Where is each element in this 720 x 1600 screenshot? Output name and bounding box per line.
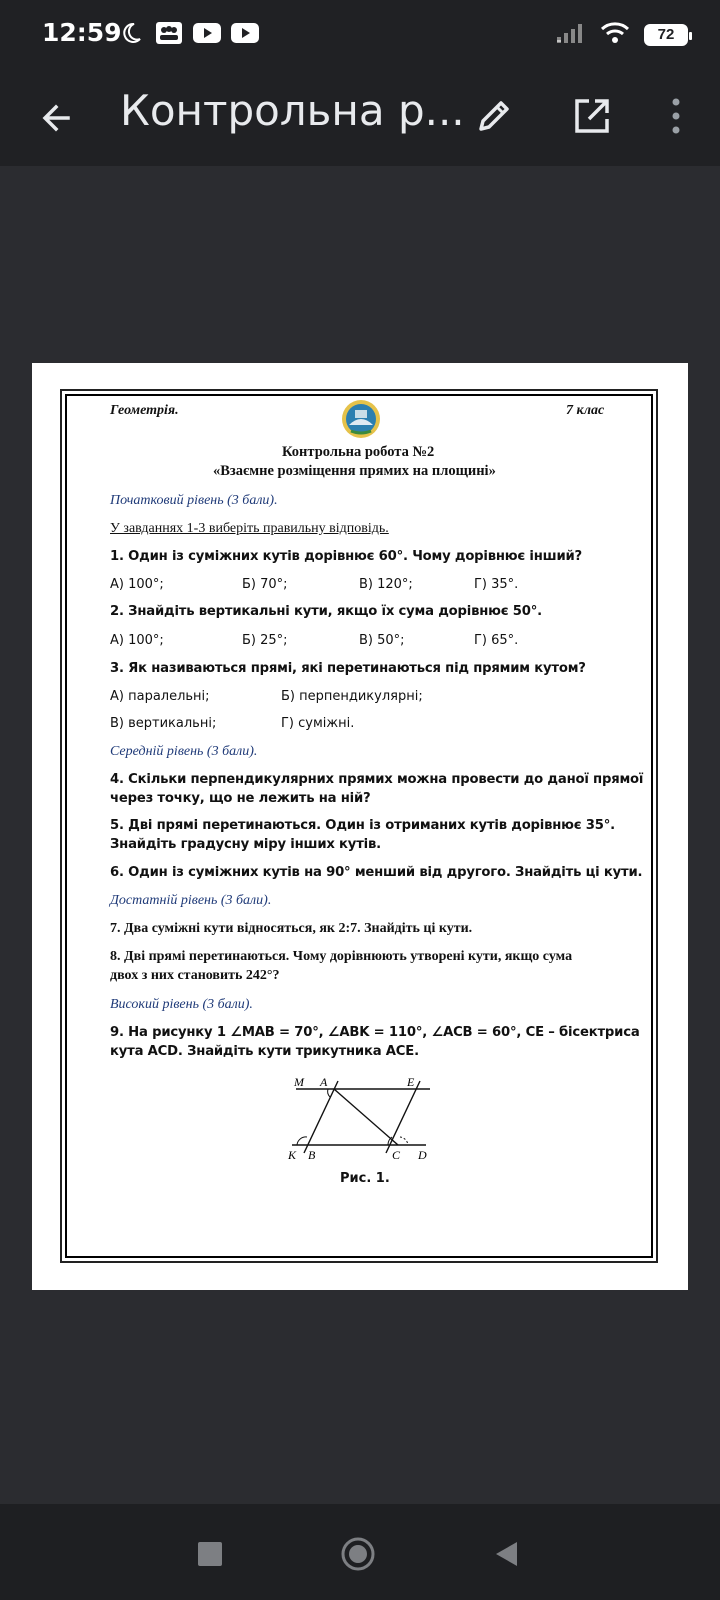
system-nav-bar [0,1504,720,1600]
question-9-line-1: 9. На рисунку 1 ∠MAB = 70°, ∠ABK = 110°, ∠ACB = 60°, CE – бісектриса [110,1025,640,1040]
page-title: Контрольна р... [120,86,465,135]
group-icon [154,18,184,48]
open-external-icon [573,97,611,135]
status-bar [0,0,720,68]
q3-answer-d: Г) суміжні. [281,716,355,731]
question-8-line-1: 8. Дві прямі перетинаються. Чому дорівнюють утворені кути, якщо сума [110,949,573,964]
signal-icon [556,21,586,48]
level-medium-heading: Середній рівень (3 бали). [110,744,258,759]
document-page[interactable] [32,363,688,1290]
q3-answer-b: Б) перпендикулярні; [281,689,423,704]
moon-icon [116,18,146,48]
question-1: 1. Один із суміжних кутів дорівнює 60°. Чому дорівнює інший? [110,549,582,564]
q1-answer-b: Б) 70°; [242,577,288,592]
document-content [32,363,688,1290]
back-triangle-icon [493,1540,519,1568]
recents-square-icon [197,1541,223,1567]
question-2: 2. Знайдіть вертикальні кути, якщо їх сума дорівнює 50°. [110,604,542,619]
instruction-text: У завданнях 1-3 виберіть правильну відповідь. [110,521,389,536]
q2-answer-b: Б) 25°; [242,633,288,648]
q2-answer-d: Г) 65°. [474,633,519,648]
edit-pencil-icon [475,97,513,135]
label-C: C [392,1148,401,1162]
question-7: 7. Два суміжні кути відносяться, як 2:7. Знайдіть ці кути. [110,921,473,936]
school-emblem [341,399,381,439]
grade-label: 7 клас [566,403,605,418]
q1-answer-a: А) 100°; [110,577,164,592]
wifi-icon [600,20,630,49]
q2-answer-c: В) 50°; [359,633,405,648]
youtube-icon [230,18,260,48]
level-sufficient-heading: Достатній рівень (3 бали). [110,893,272,908]
clock: 12:59 [42,18,122,47]
label-K: K [288,1148,297,1162]
more-vert-icon [670,98,682,134]
question-4-line-2: через точку, що не лежить на ній? [110,791,371,806]
youtube-icon [192,18,222,48]
q1-answer-c: В) 120°; [359,577,413,592]
doc-subtitle: «Взаємне розміщення прямих на площині» [213,463,496,479]
subject-label: Геометрія. [110,403,179,418]
label-M: M [294,1075,304,1089]
question-9-line-2: кута ACD. Знайдіть кути трикутника ACE. [110,1044,419,1059]
doc-title: Контрольна робота №2 [282,444,435,460]
question-6: 6. Один із суміжних кутів на 90° менший від другого. Знайдіть ці кути. [110,865,643,880]
question-3: 3. Як називаються прямі, які перетинаються під прямим кутом? [110,661,586,676]
figure-caption: Рис. 1. [340,1171,390,1186]
arrow-back-icon [38,100,74,136]
label-E: E [407,1075,415,1089]
q3-answer-c: В) вертикальні; [110,716,217,731]
home-circle-icon [340,1536,376,1572]
more-options-button[interactable] [650,90,702,142]
level-basic-heading: Початковий рівень (3 бали). [110,493,278,508]
edit-button[interactable] [468,90,520,142]
label-B: B [308,1148,316,1162]
back-button[interactable] [30,92,82,144]
level-high-heading: Високий рівень (3 бали). [110,997,253,1012]
figure-1-diagram [280,1073,440,1165]
recents-button[interactable] [188,1532,232,1576]
question-8-line-2: двох з них становить 242°? [110,968,280,983]
open-external-button[interactable] [566,90,618,142]
battery-icon: 72 [644,24,688,46]
q2-answer-a: А) 100°; [110,633,164,648]
label-D: D [418,1148,427,1162]
app-bar [0,68,720,166]
question-5-line-1: 5. Дві прямі перетинаються. Один із отриманих кутів дорівнює 35°. [110,818,615,833]
q3-answer-a: А) паралельні; [110,689,210,704]
home-button[interactable] [336,1532,380,1576]
question-5-line-2: Знайдіть градусну міру інших кутів. [110,837,381,852]
back-nav-button[interactable] [484,1532,528,1576]
q1-answer-d: Г) 35°. [474,577,519,592]
label-A: A [320,1075,328,1089]
question-4-line-1: 4. Скільки перпендикулярних прямих можна провести до даної прямої [110,772,644,787]
